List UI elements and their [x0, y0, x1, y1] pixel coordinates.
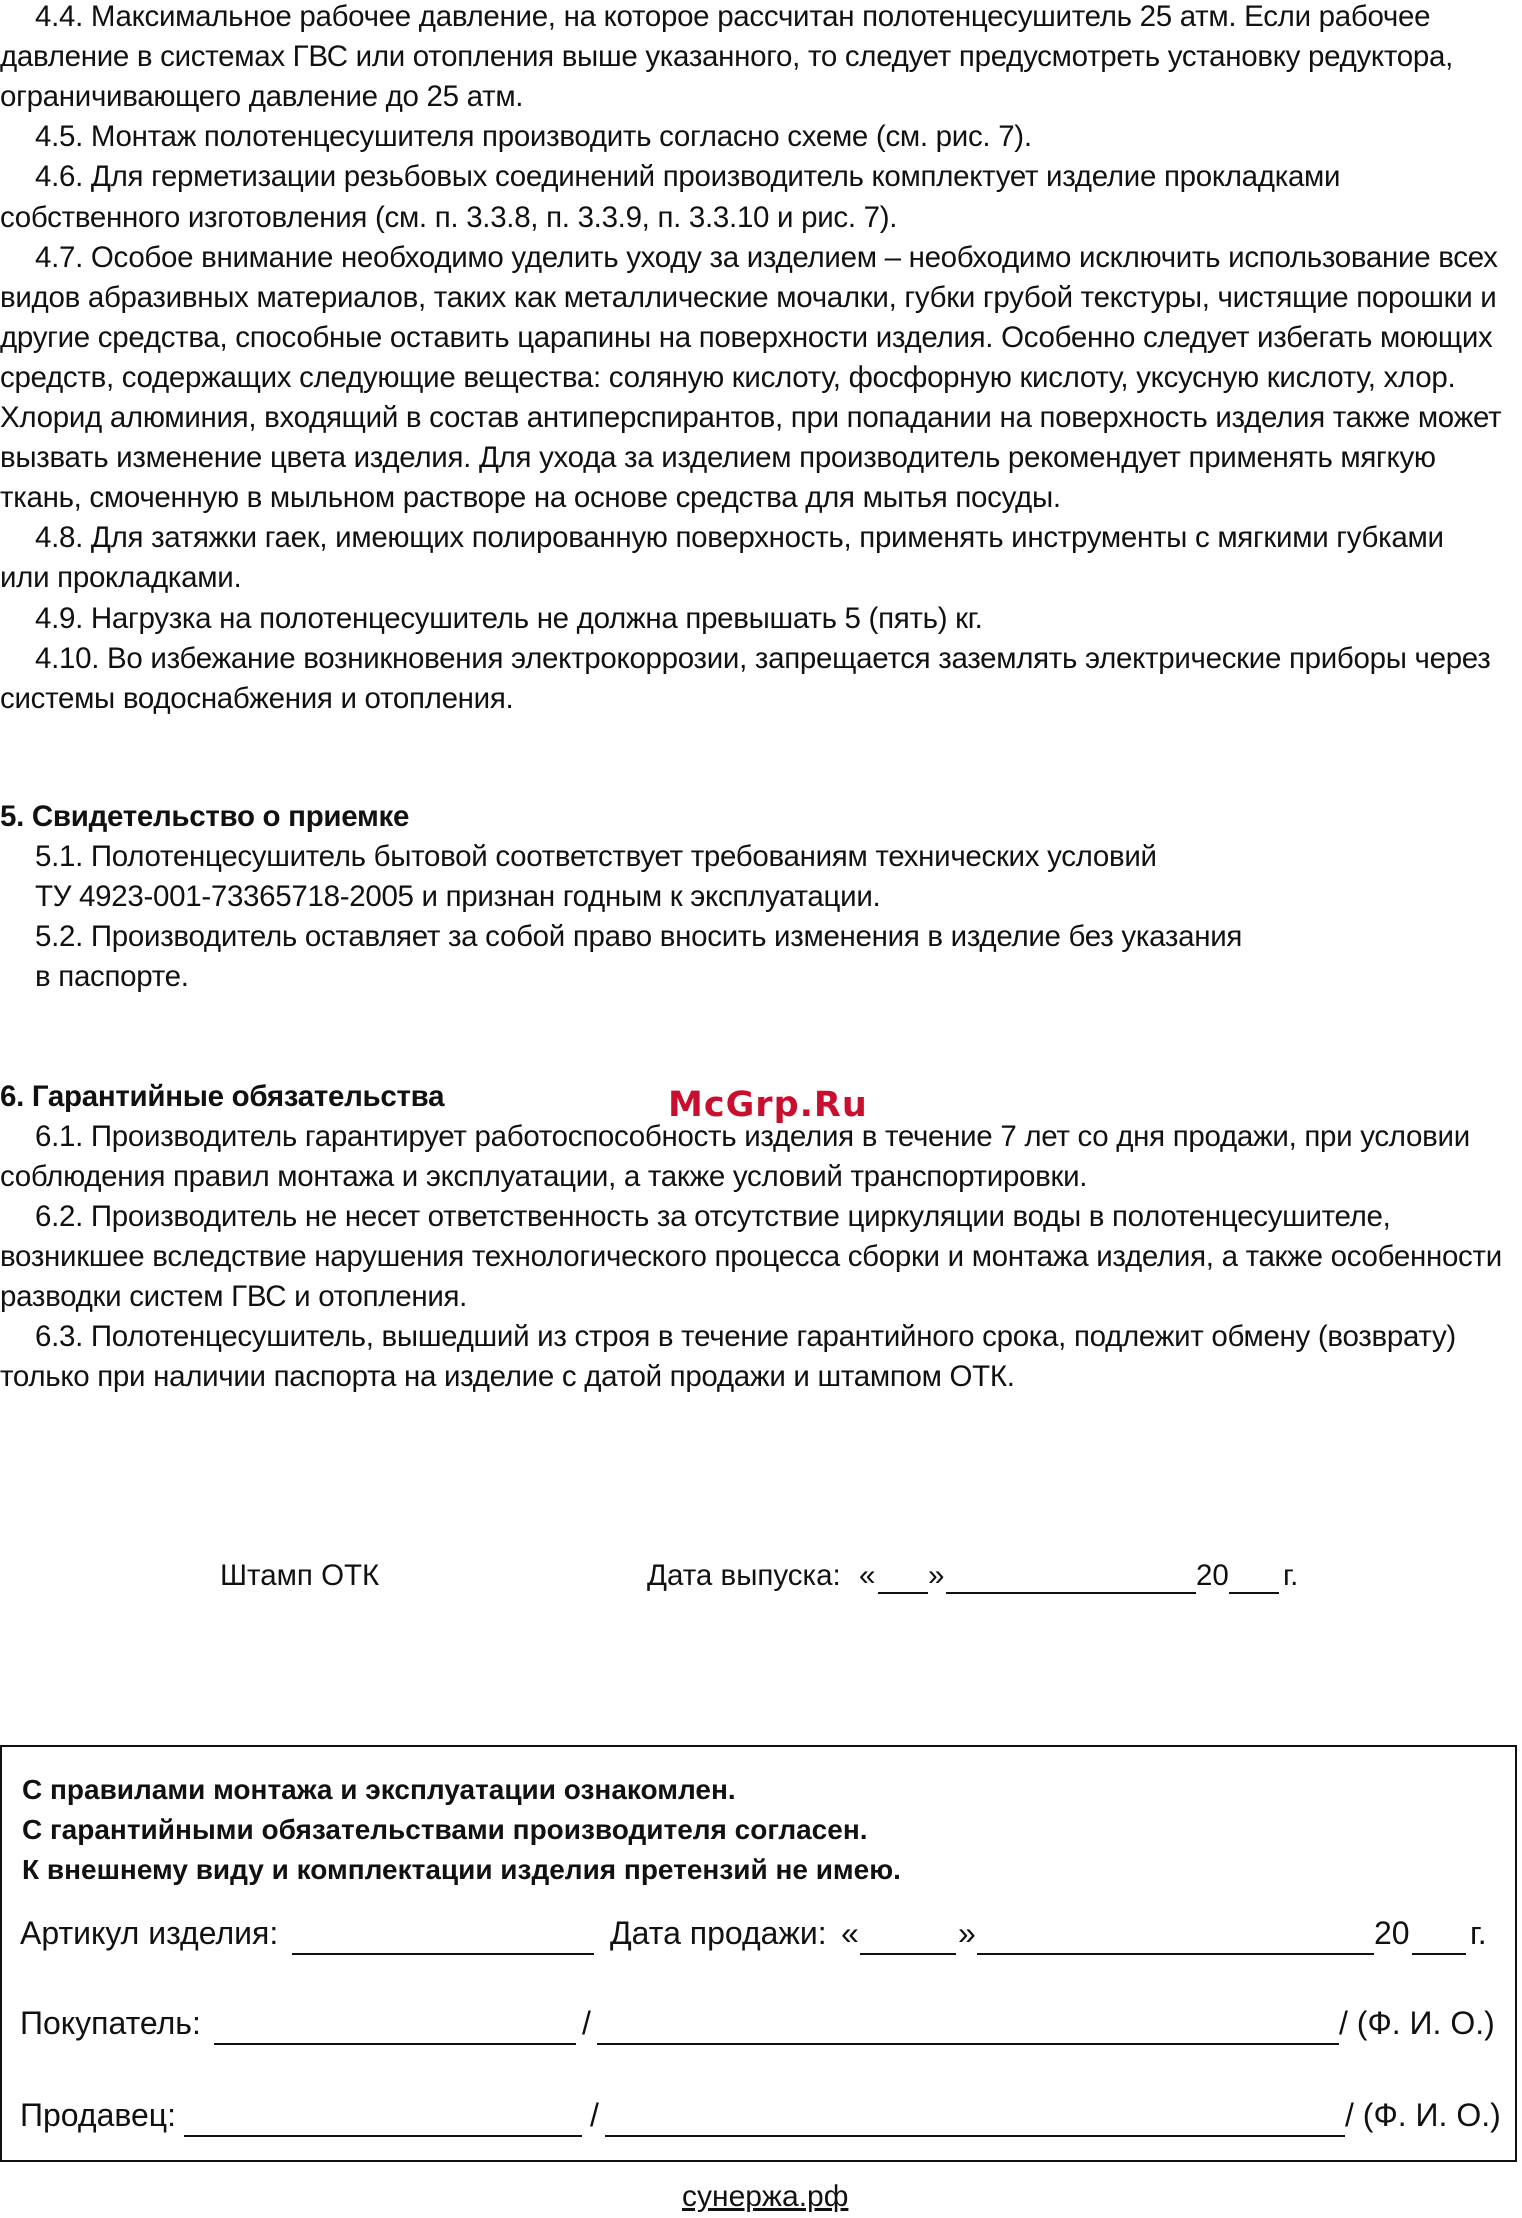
- section-6-heading: 6. Гарантийные обязательства: [0, 1080, 445, 1113]
- section-4-text-line: 4.6. Для герметизации резьбовых соединений производитель комплектует изделие прокладками: [35, 160, 1341, 194]
- article-field[interactable]: [292, 1953, 594, 1955]
- sale-quote-close: »: [958, 1915, 976, 1951]
- release-year-prefix: 20: [1196, 1559, 1229, 1592]
- footer-site-link[interactable]: сунержа.рф: [682, 2180, 849, 2213]
- section-4-text-line: другие средства, способные оставить царапины на поверхности изделия. Особенно следует избегать моющих: [0, 320, 1493, 354]
- seller-name-field[interactable]: [605, 2135, 1345, 2137]
- section-6-text-line: 6.3. Полотенцесушитель, вышедший из строя в течение гарантийного срока, подлежит обмену (возврату): [35, 1320, 1456, 1353]
- section-4-text-line: 4.4. Максимальное рабочее давление, на которое рассчитан полотенцесушитель 25 атм. Если рабочее: [35, 0, 1431, 33]
- section-4-text-line: системы водоснабжения и отопления.: [0, 681, 514, 715]
- section-5-heading: 5. Свидетельство о приемке: [0, 800, 410, 833]
- buyer-label: Покупатель:: [20, 2005, 201, 2041]
- section-4-text-line: видов абразивных материалов, таких как металлические мочалки, губки грубой текстуры, чистящие порошки и: [0, 280, 1497, 314]
- release-year-line: [1229, 1592, 1279, 1594]
- section-6-text-line: 6.1. Производитель гарантирует работоспособность изделия в течение 7 лет со дня продажи, при условии: [35, 1120, 1470, 1153]
- article-label: Артикул изделия:: [20, 1915, 279, 1951]
- box-statement-1: С правилами монтажа и эксплуатации ознакомлен.: [22, 1774, 736, 1805]
- release-month-line: [946, 1592, 1196, 1594]
- section-4-text-line: Хлорид алюминия, входящий в состав антиперспирантов, при попадании на поверхность изделия также может: [0, 401, 1502, 434]
- buyer-slash: /: [582, 2005, 591, 2041]
- sale-year-prefix: 20: [1374, 1915, 1410, 1951]
- release-date-label: Дата выпуска:: [647, 1559, 841, 1592]
- sale-day-field[interactable]: [860, 1953, 956, 1955]
- section-4-text-line: собственного изготовления (см. п. 3.3.8, п. 3.3.9, п. 3.3.10 и рис. 7).: [0, 200, 898, 234]
- acknowledgement-box: [0, 1745, 1517, 2162]
- section-4-text-line: 4.5. Монтаж полотенцесушителя производить согласно схеме (см. рис. 7).: [35, 120, 1032, 154]
- otk-stamp-label: Штамп ОТК: [220, 1559, 380, 1592]
- section-6-text-line: возникшее вследствие нарушения технологического процесса сборки и монтажа изделия, а также особенности: [0, 1240, 1502, 1273]
- release-day-line: [878, 1592, 928, 1594]
- section-4-text-line: вызвать изменение цвета изделия. Для ухода за изделием производитель рекомендует применять мягкую: [0, 441, 1436, 475]
- seller-fio-label: / (Ф. И. О.): [1345, 2097, 1501, 2133]
- section-6-text-line: только при наличии паспорта на изделие с датой продажи и штампом ОТК.: [0, 1360, 1015, 1393]
- seller-signature-field[interactable]: [184, 2135, 582, 2137]
- section-4-text-line: 4.10. Во избежание возникновения электрокоррозии, запрещается заземлять электрические приборы через: [35, 641, 1491, 675]
- release-quote-open: «: [859, 1559, 876, 1592]
- box-statement-3: К внешнему виду и комплектации изделия претензий не имею.: [22, 1854, 901, 1885]
- release-year-suffix: г.: [1283, 1559, 1299, 1592]
- section-4-text-line: средств, содержащих следующие вещества: соляную кислоту, фосфорную кислоту, уксусную кислоту, хлор.: [0, 360, 1456, 394]
- buyer-name-field[interactable]: [597, 2043, 1339, 2045]
- seller-label: Продавец:: [20, 2097, 177, 2133]
- sale-quote-open: «: [841, 1915, 859, 1951]
- section-4-text-line: или прокладками.: [0, 561, 242, 595]
- sale-year-field[interactable]: [1412, 1953, 1466, 1955]
- section-4-text-line: 4.7. Особое внимание необходимо уделить уходу за изделием – необходимо исключить использование всех: [35, 240, 1498, 274]
- release-quote-close: »: [928, 1559, 945, 1592]
- watermark-logo: McGrp.Ru: [668, 1085, 868, 1125]
- section-4-text-line: ограничивающего давление до 25 атм.: [0, 80, 524, 114]
- seller-slash: /: [590, 2097, 599, 2133]
- sale-month-field[interactable]: [977, 1953, 1374, 1955]
- section-5-text-line: 5.1. Полотенцесушитель бытовой соответствует требованиям технических условий: [35, 840, 1157, 873]
- section-4-text-line: ткань, смоченную в мыльном растворе на основе средства для мытья посуды.: [0, 481, 1061, 515]
- buyer-signature-field[interactable]: [214, 2043, 576, 2045]
- box-statement-2: С гарантийными обязательствами производителя согласен.: [22, 1814, 868, 1845]
- section-6-text-line: соблюдения правил монтажа и эксплуатации, а также условий транспортировки.: [0, 1160, 1088, 1193]
- section-5-text-line: ТУ 4923-001-73365718-2005 и признан годным к эксплуатации.: [35, 880, 881, 913]
- section-4-text-line: 4.9. Нагрузка на полотенцесушитель не должна превышать 5 (пять) кг.: [35, 601, 983, 635]
- section-5-text-line: в паспорте.: [35, 960, 189, 993]
- section-4-text-line: 4.8. Для затяжки гаек, имеющих полированную поверхность, применять инструменты с мягкими губками: [35, 521, 1444, 555]
- section-4-text-line: давление в системах ГВС или отопления выше указанного, то следует предусмотреть установку редуктора,: [0, 40, 1453, 74]
- section-5-text-line: 5.2. Производитель оставляет за собой право вносить изменения в изделие без указания: [35, 920, 1243, 953]
- sale-year-suffix: г.: [1470, 1915, 1487, 1951]
- buyer-fio-label: / (Ф. И. О.): [1339, 2005, 1495, 2041]
- section-6-text-line: разводки систем ГВС и отопления.: [0, 1280, 468, 1313]
- section-6-text-line: 6.2. Производитель не несет ответственность за отсутствие циркуляции воды в полотенцесушителе,: [35, 1200, 1391, 1233]
- sale-date-label: Дата продажи:: [610, 1915, 827, 1951]
